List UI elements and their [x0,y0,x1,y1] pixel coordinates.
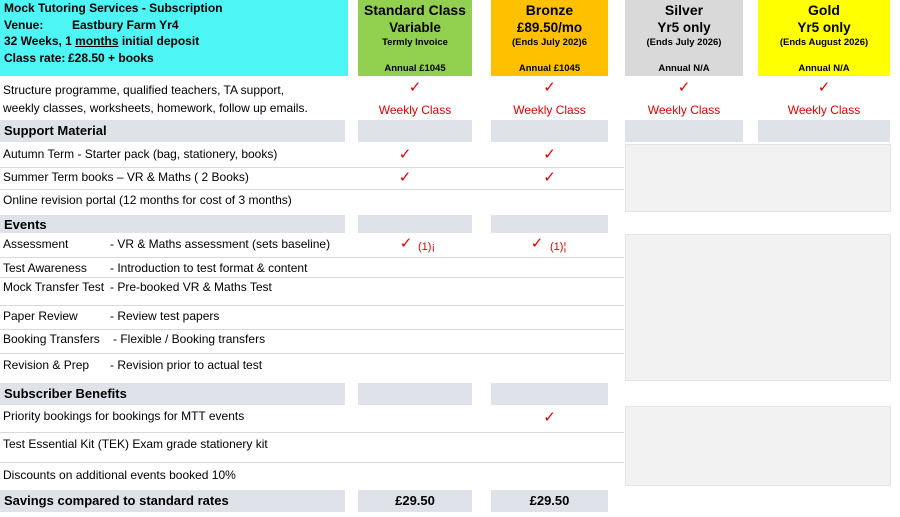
table-row [0,306,624,330]
plan-sub: (Ends July 202)6 [512,37,587,48]
plan-name: Standard Class [364,2,466,18]
service-title: Mock Tutoring Services - Subscription [4,1,223,15]
savings-standard: £29.50 [395,493,435,508]
duration-prefix: 32 Weeks, 1 [4,34,76,48]
duration-months: months [75,34,119,48]
assessment-note: (1)¡ [418,241,436,253]
plan-price: £89.50/mo [516,20,583,35]
plan-price: Variable [389,20,441,35]
empty-plan-area [625,234,891,381]
section-cell [491,383,608,405]
empty-plan-area [625,406,891,486]
plan-name: Silver [664,2,704,18]
weekly-class-label: Weekly Class [378,103,452,117]
event-row-desc: - Introduction to test format & content [110,261,308,275]
benefit-row-label: Discounts on additional events booked 10% [3,468,236,482]
check-icon: ✓ [530,235,544,252]
check-icon: ✓ [398,169,412,186]
structure-line-2: weekly classes, worksheets, homework, follow up emails. [3,101,308,115]
check-icon: ✓ [543,169,556,186]
plan-annual: Annual £1045 [384,63,446,74]
section-cell [491,120,608,142]
check-icon: ✓ [543,409,556,426]
plan-price: Yr5 only [797,20,851,35]
event-row-desc: - Revision prior to actual test [110,358,263,372]
check-icon: ✓ [399,235,413,252]
check-icon: ✓ [543,146,556,163]
support-row-label: Autumn Term - Starter pack (bag, stationery, books) [3,147,278,161]
event-row-desc: - Review test papers [110,309,220,323]
venue-label: Venue: [4,17,44,32]
structure-line-1: Structure programme, qualified teachers, TA support, [3,83,285,97]
rate-label: Class rate: [4,50,66,65]
plan-annual: Annual N/A [798,63,850,74]
check-icon: ✓ [543,79,556,96]
benefit-row-label: Test Essential Kit (TEK) Exam grade stationery kit [3,437,268,451]
plan-sub: Termly Invoice [382,37,448,48]
plan-sub: (Ends July 2026) [646,37,722,48]
plan-annual: Annual N/A [658,63,710,74]
duration-line [4,33,348,50]
section-savings: Savings compared to standard rates [4,493,229,508]
duration-suffix: initial deposit [118,34,200,48]
event-row-desc: - Pre-booked VR & Maths Test [110,280,272,294]
event-row-desc: - Flexible / Booking transfers [113,332,266,346]
section-cell [625,120,743,142]
assessment-note: (1)¦ [550,241,567,253]
check-icon: ✓ [398,146,412,163]
check-icon: ✓ [677,79,691,96]
event-row-desc: - VR & Maths assessment (sets baseline) [110,237,331,251]
section-cell [358,215,472,233]
rate-line [4,50,348,67]
check-icon: ✓ [408,79,422,96]
table-row [0,258,624,278]
event-row-name: Booking Transfers [3,332,100,346]
plan-bronze-header [491,0,608,76]
benefit-row-label: Priority bookings for bookings for MTT events [3,409,245,423]
event-row-name: Mock Transfer Test [3,280,105,294]
event-row-name: Assessment [3,237,69,251]
venue-value: Eastbury Farm Yr4 [72,17,179,32]
section-subscriber-benefits: Subscriber Benefits [4,386,127,401]
check-icon: ✓ [817,79,831,96]
plan-name: Bronze [525,2,574,18]
plan-annual: Annual £1045 [518,63,581,74]
subscription-header [0,0,348,76]
empty-plan-area [625,144,891,212]
plan-price: Yr5 only [657,20,711,35]
plan-name: Gold [808,2,840,18]
plan-silver-header [625,0,743,76]
rate-value: £28.50 + books [68,50,154,65]
section-cell [358,120,472,142]
structure-description [3,81,308,117]
support-row-label: Summer Term books – VR & Maths ( 2 Books) [3,170,249,184]
support-row-label: Online revision portal (12 months for cost of 3 months) [3,193,292,207]
savings-bronze: £29.50 [529,493,570,508]
section-events: Events [4,217,47,232]
event-row-name: Revision & Prep [3,358,90,372]
section-cell [758,120,890,142]
section-cell [491,215,608,233]
venue-line [4,17,348,34]
plan-gold-header [758,0,890,76]
weekly-class-label: Weekly Class [513,103,586,117]
section-cell [358,383,472,405]
plan-sub: (Ends August 2026) [779,37,869,48]
weekly-class-label: Weekly Class [787,103,861,117]
weekly-class-label: Weekly Class [647,103,721,117]
event-row-name: Test Awareness [3,261,87,275]
event-row-name: Paper Review [3,309,78,323]
section-support-material: Support Material [4,123,107,138]
plan-standard-header [358,0,472,76]
section-bar [0,215,345,233]
